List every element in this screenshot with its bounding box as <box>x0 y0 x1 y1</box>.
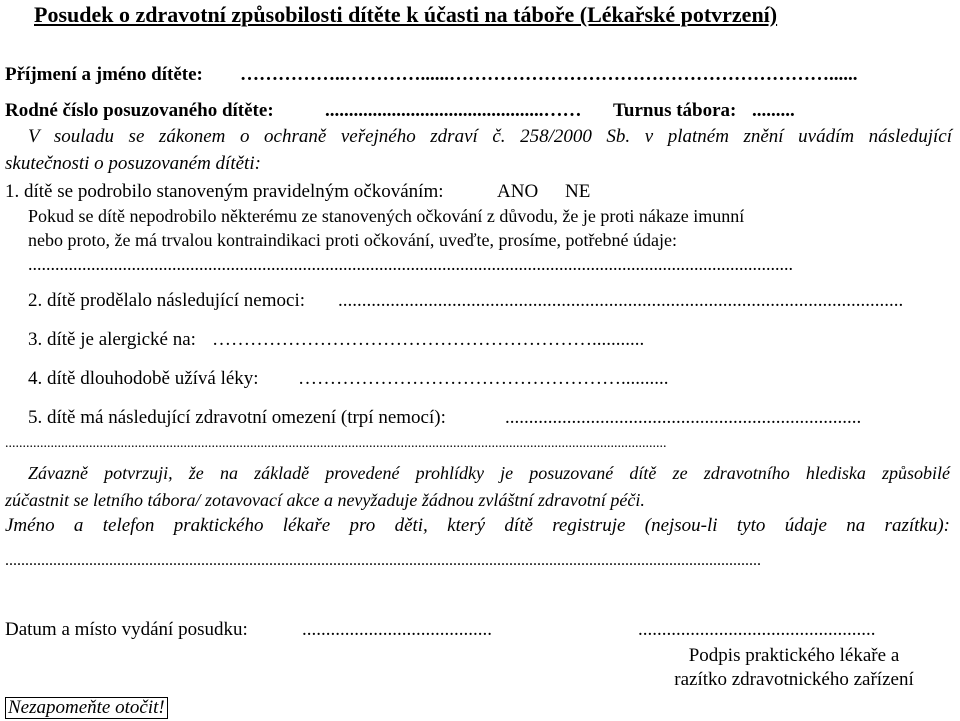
item3-allergies-label: 3. dítě je alergické na: <box>28 329 196 350</box>
signature-label-line2: razítko zdravotnického zařízení <box>674 669 914 690</box>
item5-restrictions-label: 5. dítě má následující zdravotní omezení (trpí nemocí): <box>28 407 446 428</box>
child-name-row <box>5 64 203 86</box>
child-name-label: Příjmení a jméno dítěte: <box>5 64 203 85</box>
turnus-field[interactable]: ......... <box>752 100 795 121</box>
item1-no-option[interactable]: NE <box>565 181 591 202</box>
item1-note-line1: Pokud se dítě nepodrobilo některému ze stanovených očkování z důvodu, že je proti nákaze imunní <box>28 206 745 226</box>
intro-text-line1: V souladu se zákonem o ochraně veřejného zdraví č. 258/2000 Sb. v platném znění uvádím následující <box>28 126 952 147</box>
item2-diseases-label: 2. dítě prodělalo následující nemoci: <box>28 290 306 311</box>
item3-allergies-field[interactable]: ……………………………………………………........... <box>212 329 645 350</box>
doctor-info-field[interactable]: ............................................................................................................................................................................................. <box>5 552 761 569</box>
birth-number-label: Rodné číslo posuzovaného dítěte: <box>5 100 274 121</box>
intro-text-line2: skutečnosti o posuzovaném dítěti: <box>5 153 261 174</box>
birth-number-row <box>5 100 274 122</box>
date-place-field[interactable]: ........................................ <box>302 619 492 640</box>
page-title: Posudek o zdravotní způsobilosti dítěte k účasti na táboře (Lékařské potvrzení) <box>34 2 778 27</box>
item1-details-field[interactable]: .......................................................................................................................................................................... <box>28 254 793 274</box>
item1-vaccination: 1. dítě se podrobilo stanoveným pravidelným očkováním: <box>5 181 444 202</box>
birth-number-field[interactable]: ..............................................…… <box>325 100 582 121</box>
child-name-field[interactable]: ……………..…………......……………………………………………………...... <box>240 64 858 85</box>
signature-label-line1: Podpis praktického lékaře a <box>688 645 900 666</box>
item5-extra-field[interactable]: ............................................................................................................................................................................................. <box>5 436 667 451</box>
turnus-label: Turnus tábora: <box>613 100 737 121</box>
doctor-info-label: Jméno a telefon praktického lékaře pro děti, který dítě registruje (nejsou-li tyto údaje na razítku): <box>5 515 950 536</box>
item5-restrictions-field[interactable]: ........................................................................... <box>505 407 862 428</box>
item1-note-line2: nebo proto, že má trvalou kontraindikaci proti očkování, uveďte, prosíme, potřebné údaje: <box>28 230 677 250</box>
signature-field[interactable]: .................................................. <box>638 619 876 640</box>
date-place-label: Datum a místo vydání posudku: <box>5 619 248 640</box>
confirmation-line1: Závazně potvrzuji, že na základě provedené prohlídky je posuzované dítě ze zdravotního hlediska způsobilé <box>28 463 950 483</box>
item2-diseases-field[interactable]: ....................................................................................................................... <box>338 290 904 311</box>
item1-yes-option[interactable]: ANO <box>497 181 539 202</box>
turn-over-note: Nezapomeňte otočit! <box>5 697 168 719</box>
item4-medication-label: 4. dítě dlouhodobě užívá léky: <box>28 368 259 389</box>
item4-medication-field[interactable]: …………………………………………….......... <box>298 368 669 389</box>
confirmation-line2: zúčastnit se letního tábora/ zotavovací akce a nevyžaduje žádnou zvláštní zdravotní péči. <box>5 490 645 510</box>
